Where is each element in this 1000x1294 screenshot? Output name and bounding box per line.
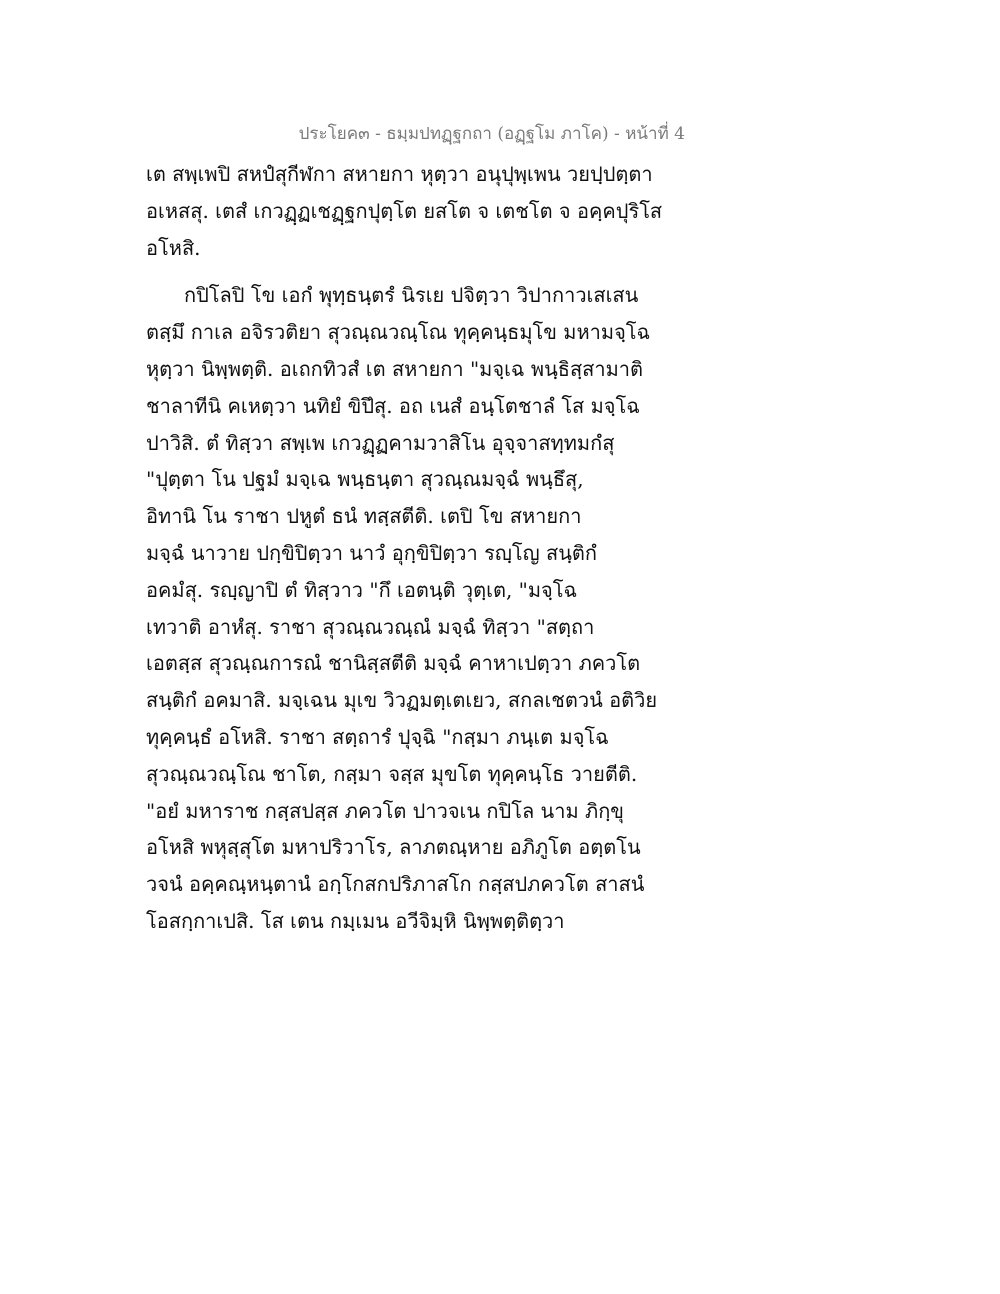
body-text bbox=[146, 156, 686, 940]
paragraph-2 bbox=[146, 277, 686, 939]
text-line: "อยํ มหาราช กสฺสปสฺส ภควโต ปาวจเน กปิโล นาม ภิกฺขุ bbox=[146, 798, 624, 823]
text-line: เทวาติ อาหํสุ. ราชา สุวณฺณวณฺณํ มจฺฉํ ทิสฺวา "สตฺถา bbox=[146, 614, 595, 639]
text-line: เอตสฺส สุวณฺณการณํ ชานิสฺสตีติ มจฺฉํ คาหาเปตฺวา ภควโต bbox=[146, 651, 641, 676]
text-line: สนฺติกํ อคมาสิ. มจฺเฉน มุเข วิวฏมตฺเตเยว, สกลเชตวนํ อติวิย bbox=[146, 688, 658, 713]
text-line: อโหสิ พหุสฺสุโต มหาปริวาโร, ลาภตณฺหาย อภิภูโต อตฺตโน bbox=[146, 835, 641, 860]
paragraph-1 bbox=[146, 156, 686, 266]
text-line: อิทานิ โน ราชา ปหูตํ ธนํ ทสฺสตีติ. เตปิ โข สหายกา bbox=[146, 504, 582, 529]
text-line: อโหสิ. bbox=[146, 235, 201, 260]
text-line: ชาลาทีนิ คเหตฺวา นทิยํ ขิปึสุ. อถ เนสํ อนฺโตชาลํ โส มจฺโฉ bbox=[146, 393, 640, 418]
text-line: วจนํ อคฺคณฺหนฺตานํ อกฺโกสกปริภาสโก กสฺสปภควโต สาสนํ bbox=[146, 872, 645, 897]
text-line: มจฺฉํ นาวาย ปกฺขิปิตฺวา นาวํ อุกฺขิปิตฺวา รญฺโญ สนฺติกํ bbox=[146, 540, 597, 565]
text-line: อคมํสุ. รญฺญาปิ ตํ ทิสฺวาว "กึ เอตนฺติ วุตฺเต, "มจฺโฉ bbox=[146, 577, 578, 602]
text-line: "ปุตฺตา โน ปฐมํ มจฺเฉ พนฺธนฺตา สุวณฺณมจฺฉํ พนฺธึสุ, bbox=[146, 467, 584, 492]
paragraph-spacer bbox=[146, 266, 686, 277]
text-line: เต สพฺเพปิ สหปํสุกีฬกา สหายกา หุตฺวา อนุปุพฺเพน วยปฺปตฺตา bbox=[146, 162, 653, 186]
text-line: ทุคฺคนฺธํ อโหสิ. ราชา สตฺถารํ ปุจฺฉิ "กสฺมา ภนฺเต มจฺโฉ bbox=[146, 724, 609, 749]
text-line: อเหสสุ. เตสํ เกวฏฺฏเชฏฺฐกปุตฺโต ยสโต จ เตชโต จ อคฺคปุริโส bbox=[146, 198, 663, 223]
text-line: หุตฺวา นิพฺพตฺติ. อเถกทิวสํ เต สหายกา "มจฺเฉ พนฺธิสฺสามาติ bbox=[146, 356, 644, 381]
text-line: โอสกฺกาเปสิ. โส เตน กมฺเมน อวีจิมฺหิ นิพฺพตฺติตฺวา bbox=[146, 908, 565, 933]
text-line: ตสฺมึ กาเล อจิรวติยา สุวณฺณวณฺโณ ทุคฺคนฺธมุโข มหามจฺโฉ bbox=[146, 320, 651, 345]
running-header: ประโยค๓ - ธมฺมปทฏฺฐกถา (อฏฺฐโม ภาโค) - หน้าที่ 4 bbox=[298, 124, 685, 144]
text-line: สุวณฺณวณฺโณ ชาโต, กสฺมา จสฺส มุขโต ทุคฺคนฺโธ วายตีติ. bbox=[146, 761, 638, 786]
text-line: กปิโลปิ โข เอกํ พุทฺธนฺตรํ นิรเย ปจิตฺวา วิปากาวเสเสน bbox=[184, 283, 639, 308]
text-line: ปาวิสิ. ตํ ทิสฺวา สพฺเพ เกวฏฺฏคามวาสิโน อุจฺจาสทฺทมกํสุ bbox=[146, 430, 615, 455]
